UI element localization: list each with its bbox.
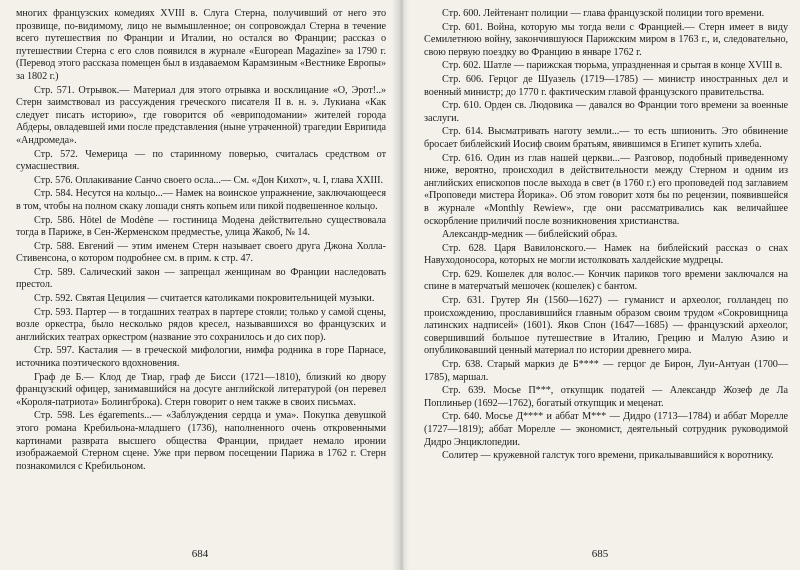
- paragraph: Стр. 576. Оплакивание Санчо своего осла...— См. «Дон Кихот», ч. I, глава XXIII.: [34, 174, 383, 186]
- page-number: 684: [191, 548, 209, 560]
- right-page: [400, 0, 800, 570]
- paragraph: Стр. 592. Святая Цецилия — считается католиками покровительницей музыки.: [34, 293, 375, 305]
- paragraph: Стр. 584. Несутся на кольцо...— Намек на воинское упражнение, заключающееся в том, чтобы на полном скаку лошади снять копьем или пикой подвешенное кольцо.: [16, 188, 386, 212]
- paragraph: Стр. 639. Мосье П***, откупщик податей — Александр Жозеф де Ла Поплиньер (1692—1762), богатый откупщик и меценат.: [424, 385, 788, 409]
- paragraph: Александр-медник — библейский образ.: [442, 229, 618, 241]
- paragraph: Стр. 597. Касталия — в греческой мифологии, нимфа родника в горе Парнасе, источника поэтического вдохновения.: [16, 345, 386, 370]
- left-page-text: [16, 8, 386, 473]
- paragraph: Стр. 602. Шатле — парижская тюрьма, упраздненная и срытая в конце XVIII в.: [442, 60, 783, 72]
- paragraph: Солитер — кружевной галстук того времени, прикалывавшийся к воротнику.: [442, 450, 774, 462]
- paragraph: Граф де Б.— Клод де Тиар, граф де Бисси (1721—1810), близкий ко двору французский офицер, занимавшийся на досуге английской литературой (он перевел «Короля-патриота» Болингброка). Стерн говорит о нем также в своих письмах.: [16, 371, 386, 408]
- paragraph: Стр. 601. Война, которую мы тогда вели с Францией.— Стерн имеет в виду Семилетнюю войну, закончившуюся Парижским миром в 1763 г., и, следовательно, свою первую поездку во Францию в январе 1762 г.: [424, 21, 788, 58]
- paragraph: Стр. 616. Один из глав нашей церкви...— Разговор, подобный приведенному ниже, вероятно, происходил в действительности между Стерном и одним из английских епископов после выхода в свет (в 1760 г.) его проповедей под заглавием «Проповеди мистера Йорика». Об этом говорит хотя бы по рецензии, появившейся в журнале «Monthly Rewiew», где они рассматривались как величайшее оскорбление приличий после возникновения христианства.: [424, 152, 788, 227]
- paragraph: Стр. 640. Мосье Д**** и аббат М*** — Дидро (1713—1784) и аббат Морелле (1727—1819); аббат Морелле — экономист, деятельный сотрудник руководимой Дидро Энциклопедии.: [424, 411, 788, 448]
- paragraph: Стр. 631. Грутер Ян (1560—1627) — гуманист и археолог, голландец по происхождению, прославившийся главным образом своим трудом «Сокровищница латинских надписей» (1601). Яков Спон (1647—1685) — французский археолог, совершивший большое путешествие в Италию, Грецию и Малую Азию и опубликовавший ценный материал по истории древнего мира.: [424, 295, 788, 357]
- right-page-text: [424, 8, 788, 463]
- paragraph: Стр. 629. Кошелек для волос.— Кончик париков того времени заключался на спине в матерчатый мешочек (кошелек) с бантом.: [424, 268, 788, 293]
- paragraph: Стр. 598. Les égarements...— «Заблуждения сердца и ума». Покупка девушкой этого романа Кребильона-младшего (1736), наполненного очень откровенными картинами разврата высшего общества Франции, придает немало иронии изображаемой Стерном сцене. Уже при первом посещении Парижа в 1762 г. Стерн познакомился с Кребильоном.: [16, 410, 386, 472]
- paragraph: многих французских комедиях XVIII в. Слуга Стерна, получивший от него это прозвище, по-видимому, лицо не вымышленное; он сопровождал Стерна в течение всего путешествия по Франции и Италии, но остался во Франции; рассказ о путешествии Стерна с его слов появился в журнале «European Magazine» за 1790 г. (Перевод этого рассказа помещен был в издаваемом Карамзиным «Вестнике Европы» за 1802 г.): [16, 8, 386, 82]
- paragraph: Стр. 606. Герцог де Шуазель (1719—1785) — министр иностранных дел и военный министр; до 1770 г. фактическим главой французского правительства.: [424, 73, 788, 98]
- paragraph: Стр. 572. Чемерица — по старинному поверью, считалась средством от сумасшествия.: [16, 148, 386, 173]
- paragraph: Стр. 638. Старый маркиз де Б**** — герцог де Бирон, Луи-Антуан (1700—1785), маршал.: [424, 359, 788, 383]
- page-number: 685: [591, 548, 609, 560]
- paragraph: Стр. 593. Партер — в тогдашних театрах в партере стояли; только у самой сцены, возле оркестра, было несколько рядов кресел, называвшихся во французских и английских театрах оркестром (название это сохранилось и до сих пор).: [16, 306, 386, 343]
- paragraph: Стр. 600. Лейтенант полиции — глава французской полиции того времени.: [442, 8, 765, 19]
- paragraph: Стр. 628. Царя Вавилонского.— Намек на библейский рассказ о снах Навуходоносора, которых не могли истолковать халдейские мудрецы.: [424, 242, 788, 267]
- paragraph: Стр. 571. Отрывок.— Материал для этого отрывка и восклицание «О, Эрот!..» Стерн заимствовал из рассуждения греческого писателя II в. н. э. Лукиана «Как следует писать историю», где говорится об «евриподомании» жителей города Абдеры, овладевшей ими после представления (ныне утраченной) трагедии Еврипида «Андромеда».: [16, 84, 386, 146]
- paragraph: Стр. 589. Салический закон — запрещал женщинам во Франции наследовать престол.: [16, 266, 386, 291]
- paragraph: Стр. 588. Евгений — этим именем Стерн называет своего друга Джона Холла-Стивенсона, о котором подробнее см. в прим. к стр. 47.: [16, 240, 386, 265]
- paragraph: Стр. 614. Высматривать наготу земли...— то есть шпионить. Это обвинение бросает библейский Иосиф своим братьям, явившимся в Египет купить хлеба.: [424, 126, 788, 150]
- paragraph: Стр. 586. Hôtel de Modène — гостиница Модена действительно существовала тогда в Париже, в Сен-Жерменском предместье, улица Жакоб, № 14.: [16, 214, 386, 239]
- paragraph: Стр. 610. Орден св. Людовика — давался во Франции того времени за военные заслуги.: [424, 100, 788, 124]
